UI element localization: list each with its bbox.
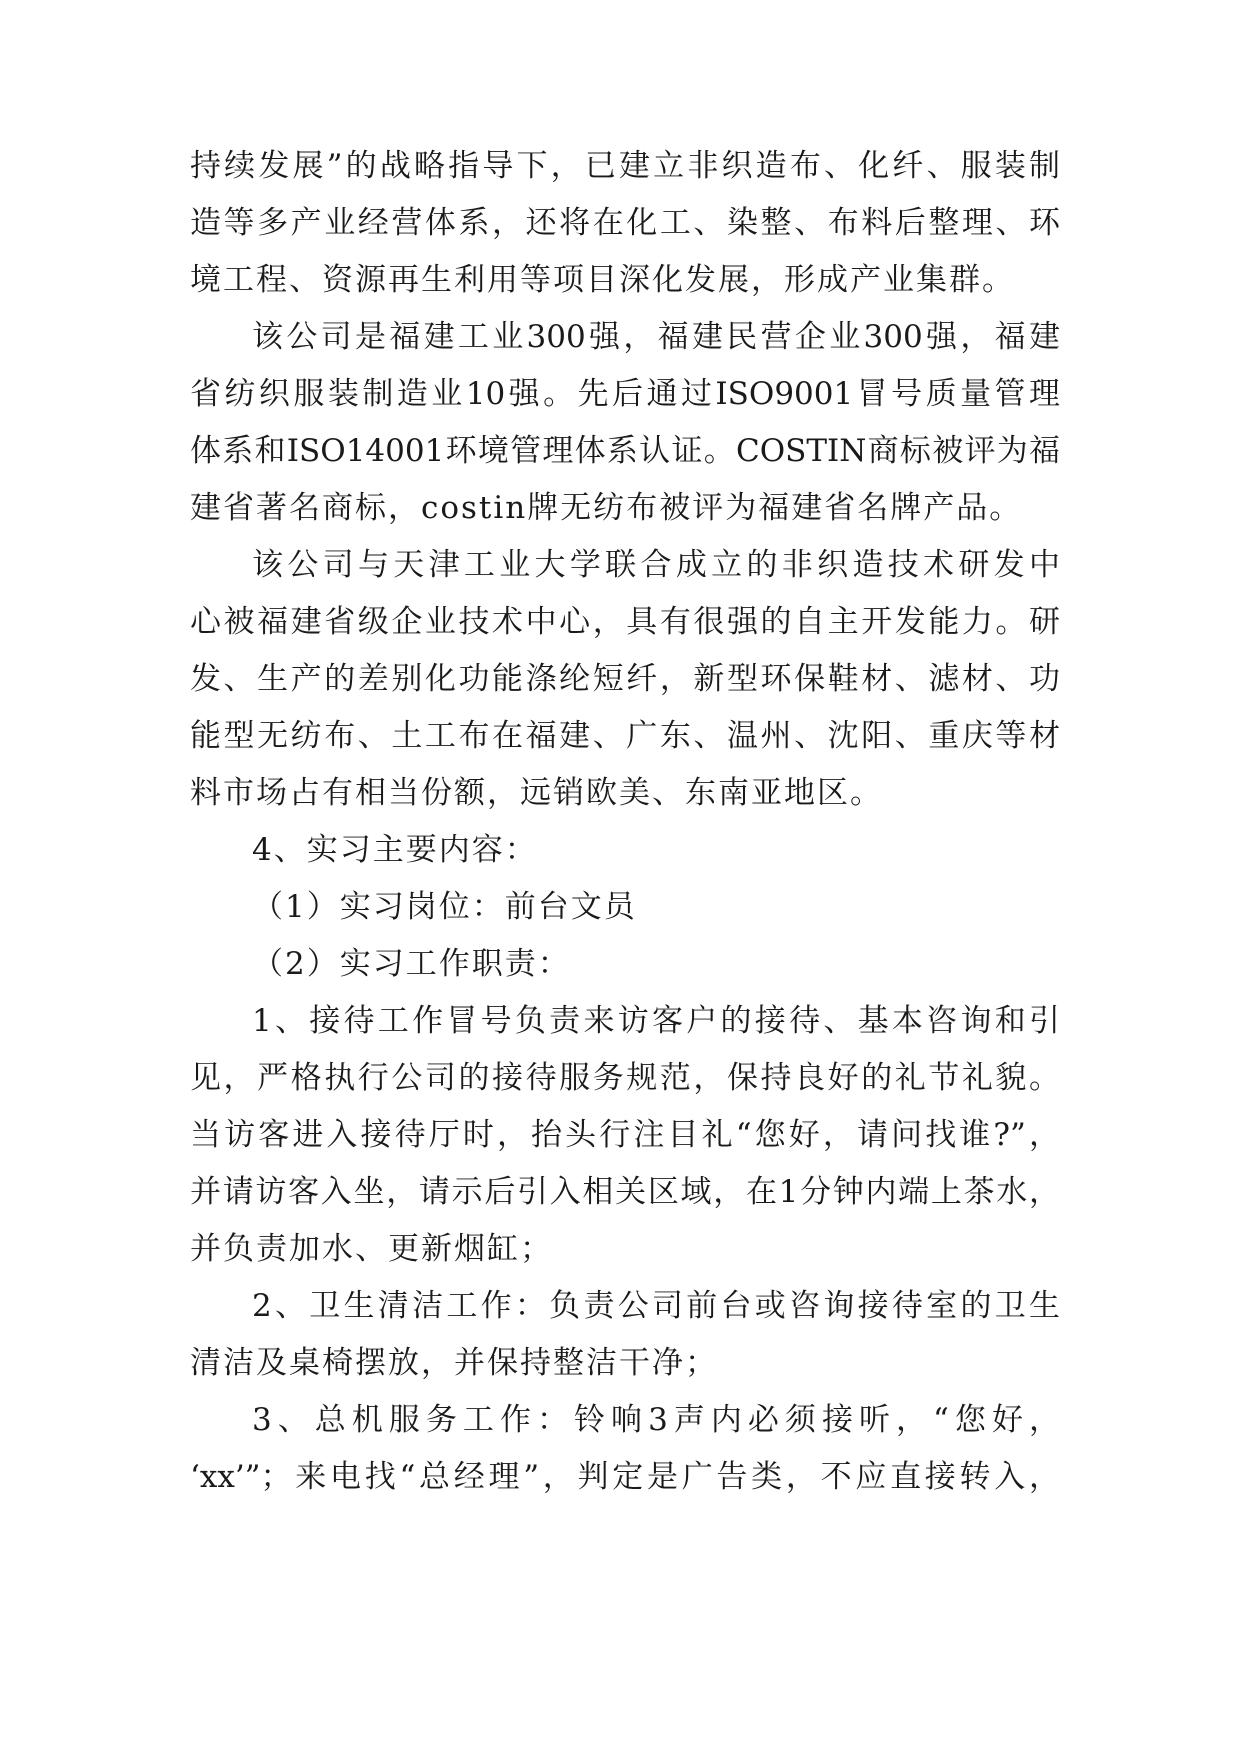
text-line: 建省著名商标，costin牌无纺布被评为福建省名牌产品。	[190, 490, 1023, 526]
text-line: 体系和ISO14001环境管理体系认证。COSTIN商标被评为福	[190, 433, 1060, 469]
text-line: 当访客进入接待厅时，抬头行注目礼“您好，请问找谁?”，	[190, 1117, 1060, 1153]
text-line: 并请访客入坐，请示后引入相关区域，在1分钟内端上茶水，	[190, 1174, 1060, 1210]
text-line: 持续发展”的战略指导下，已建立非织造布、化纤、服装制	[190, 148, 1060, 184]
text-line: 清洁及桌椅摆放，并保持整洁干净；	[190, 1345, 718, 1381]
text-line: ‘xx’”；来电找“总经理”，判定是广告类，不应直接转入，	[190, 1459, 1060, 1495]
text-line: 造等多产业经营体系，还将在化工、染整、布料后整理、环	[190, 205, 1060, 241]
text-line: （1）实习岗位：前台文员	[252, 889, 637, 925]
text-line: 并负责加水、更新烟缸；	[190, 1231, 553, 1267]
text-line: 发、生产的差别化功能涤纶短纤，新型环保鞋材、滤材、功	[190, 661, 1060, 697]
text-line: （2）实习工作职责：	[252, 946, 571, 982]
text-line: 料市场占有相当份额，远销欧美、东南亚地区。	[190, 775, 883, 811]
text-line: 1、接待工作冒号负责来访客户的接待、基本咨询和引	[252, 1003, 1060, 1039]
text-line: 2、卫生清洁工作：负责公司前台或咨询接待室的卫生	[252, 1288, 1060, 1324]
text-line: 境工程、资源再生利用等项目深化发展，形成产业集群。	[190, 262, 1015, 298]
text-line: 能型无纺布、土工布在福建、广东、温州、沈阳、重庆等材	[190, 718, 1060, 754]
text-line: 心被福建省级企业技术中心，具有很强的自主开发能力。研	[190, 604, 1060, 640]
text-line: 该公司与天津工业大学联合成立的非织造技术研发中	[252, 547, 1060, 583]
text-line: 该公司是福建工业300强，福建民营企业300强，福建	[252, 319, 1060, 355]
text-line: 省纺织服装制造业10强。先后通过ISO9001冒号质量管理	[190, 376, 1060, 412]
text-line: 3、总机服务工作：铃响3声内必须接听，“您好，	[252, 1402, 1060, 1438]
section-heading: 4、实习主要内容：	[252, 832, 538, 868]
text-line: 见，严格执行公司的接待服务规范，保持良好的礼节礼貌。	[190, 1060, 1060, 1096]
